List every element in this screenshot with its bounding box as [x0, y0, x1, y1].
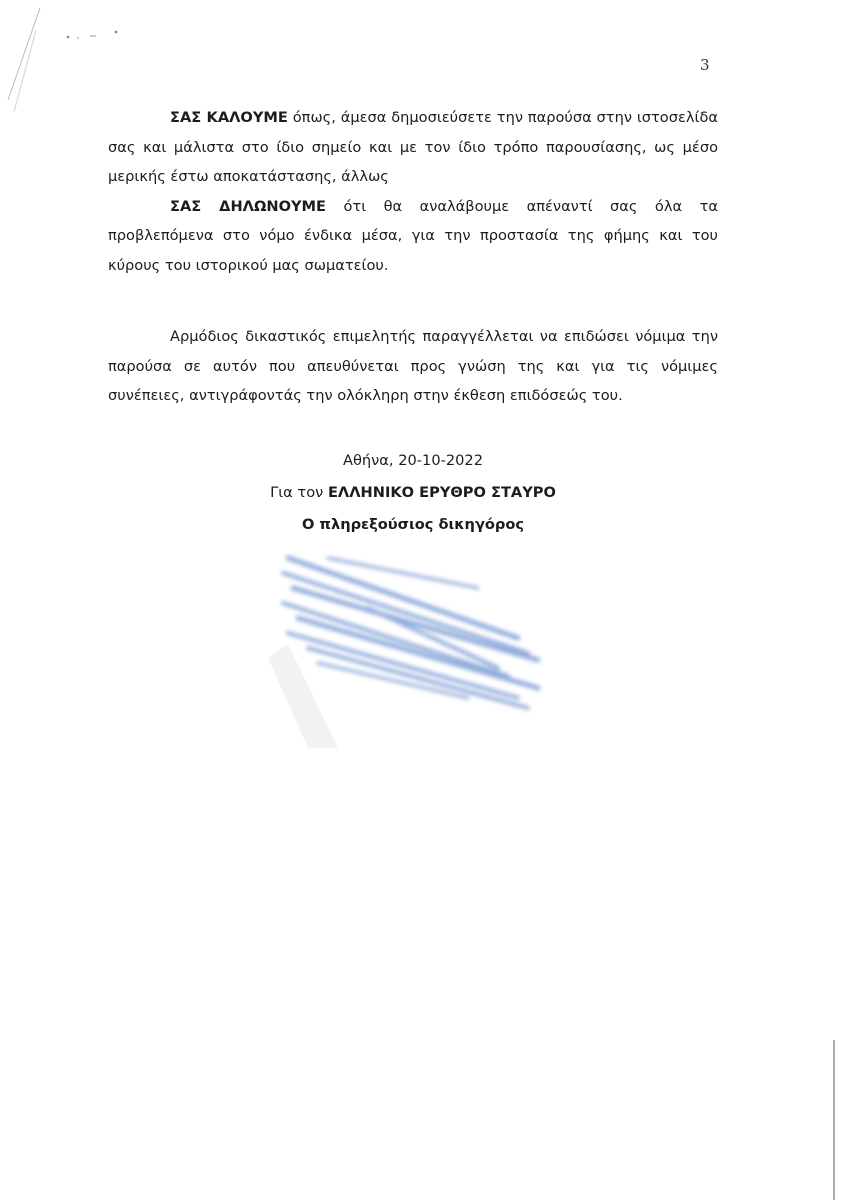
summons-text-declare: ότι θα αναλάβουμε απέναντί σας όλα τα προβλεπόμενα στο νόμο ένδικα μέσα, για την προστασία της φήμης και του κύρους του ιστορικού μας σωματείου.: [108, 197, 718, 274]
on-behalf-prefix: Για τον: [270, 484, 328, 501]
bailiff-text: Αρμόδιος δικαστικός επιμελητής παραγγέλλεται να επιδώσει νόμιμα την παρούσα σε αυτόν που απευθύνεται προς γνώση της και για τις νόμιμες συνέπειες, αντιγράφοντάς την ολόκληρη στην έκθεση επιδόσεώς του.: [108, 328, 718, 404]
date-line: Αθήνα, 20-10-2022: [342, 452, 484, 469]
summons-sentence-1: [108, 103, 718, 192]
bailiff-paragraph: [108, 322, 718, 411]
summons-text-call: όπως, άμεσα δημοσιεύσετε την παρούσα στην ιστοσελίδα σας και μάλιστα στο ίδιο σημείο και με τον ίδιο τρόπο παρουσίασης, ως μέσο μερικής έστω αποκατάστασης, άλλως: [108, 109, 718, 185]
summons-sentence-2: [108, 192, 718, 281]
summons-paragraph: [108, 103, 718, 280]
on-behalf-line: [108, 484, 718, 501]
organization-name: ΕΛΛΗΝΙΚΟ ΕΡΥΘΡΟ ΣΤΑΥΡΟ: [327, 484, 556, 501]
blurred-signature: [268, 548, 568, 748]
page-number: 3: [700, 56, 710, 74]
summons-lead-declare: ΣΑΣ ΔΗΛΩΝΟΥΜΕ: [170, 197, 327, 215]
signatory-role: Ο πληρεξούσιος δικηγόρος: [301, 516, 525, 533]
summons-lead-call: ΣΑΣ ΚΑΛΟΥΜΕ: [170, 109, 288, 126]
